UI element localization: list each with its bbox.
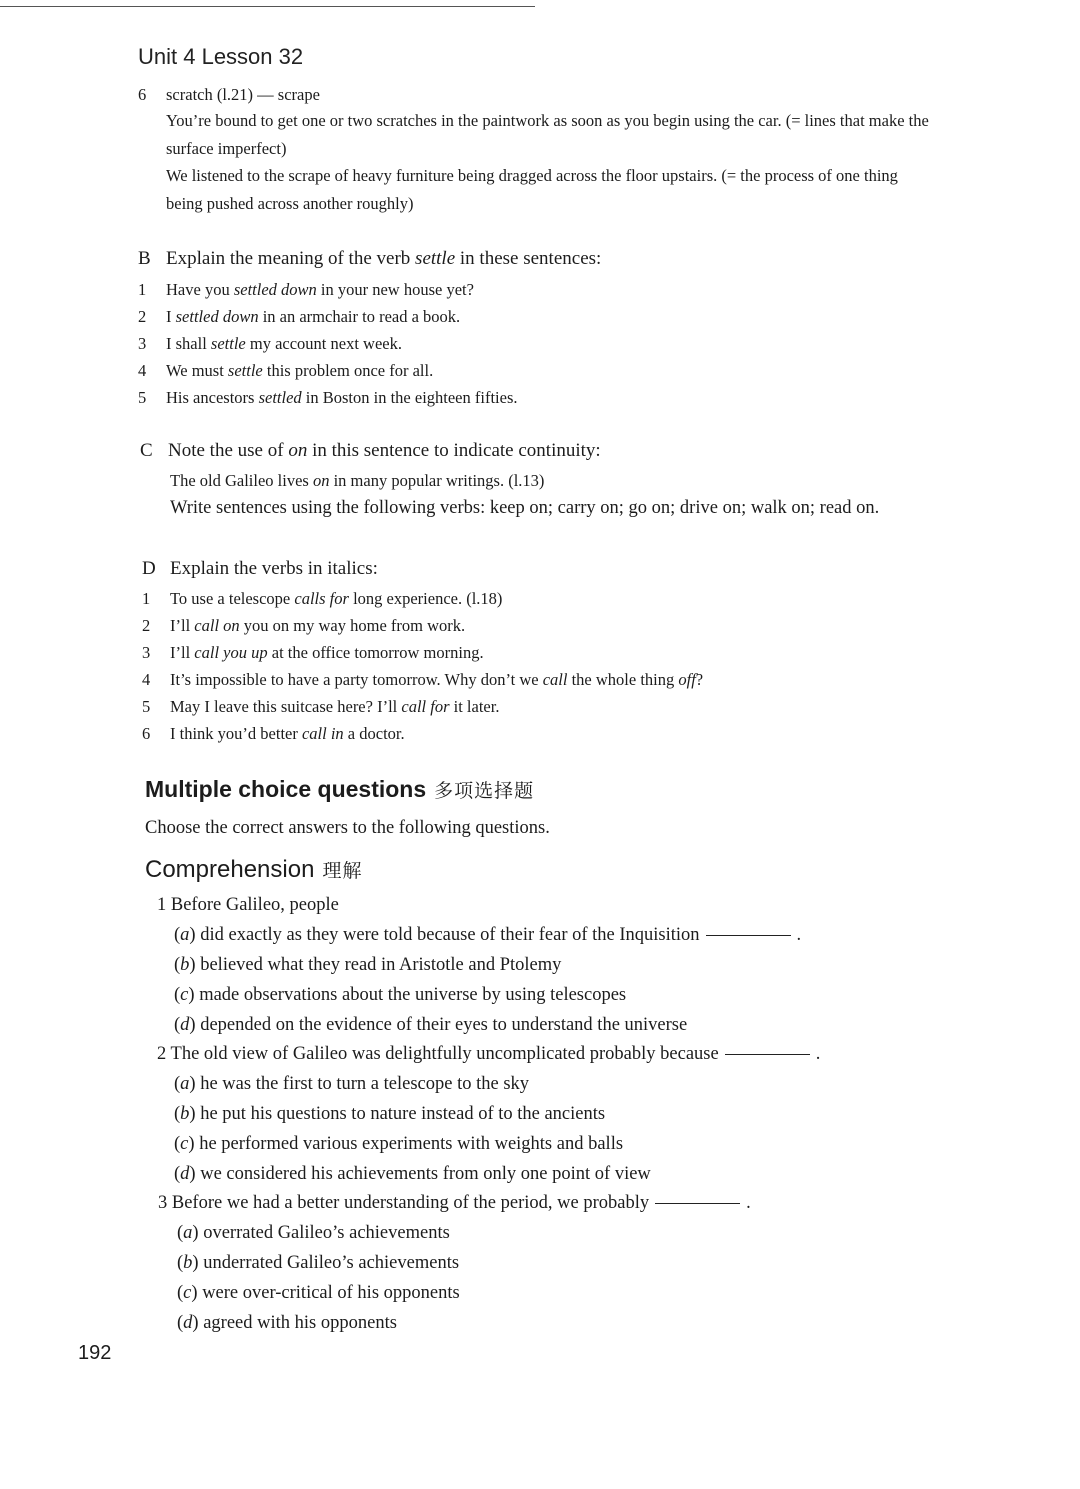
vocab-example-2a: We listened to the scrape of heavy furniture being dragged across the floor upstairs. (= the process of one thing xyxy=(166,166,898,185)
list-item: 3 I shall settle my account next week. xyxy=(138,334,402,353)
vocab-item-heading xyxy=(138,81,320,108)
answer-blank xyxy=(655,1202,740,1204)
answer-option: (d) agreed with his opponents xyxy=(177,1313,397,1333)
vocab-example-1a: You’re bound to get one or two scratches in the paintwork as soon as you begin using the car. (= lines that make the xyxy=(166,111,929,130)
section-c-heading xyxy=(140,440,601,462)
section-b-heading xyxy=(138,248,601,270)
section-d-prompt: Explain the verbs in italics: xyxy=(170,558,378,579)
answer-option: (a) overrated Galileo’s achievements xyxy=(177,1223,450,1243)
list-item: 2 I settled down in an armchair to read a book. xyxy=(138,307,461,326)
list-item: 1 To use a telescope calls for long experience. (l.18) xyxy=(142,589,503,608)
question-stem: 3 Before we had a better understanding of the period, we probably . xyxy=(158,1193,751,1213)
list-item: 4 We must settle this problem once for all. xyxy=(138,361,434,380)
section-c-prompt-end: in this sentence to indicate continuity: xyxy=(307,440,601,461)
section-b-prompt-end: in these sentences: xyxy=(455,248,602,269)
vocab-item-number: 6 xyxy=(138,85,147,104)
mcq-heading-text: Multiple choice questions xyxy=(145,776,427,802)
section-b-list xyxy=(138,276,518,411)
comprehension-heading xyxy=(145,856,362,884)
answer-option: (d) depended on the evidence of their eyes to understand the universe xyxy=(174,1015,688,1035)
section-c-keyword: on xyxy=(288,440,308,461)
page-number: 192 xyxy=(78,1342,112,1364)
comprehension-chinese: 理解 xyxy=(322,860,363,882)
answer-option: (c) he performed various experiments with weights and balls xyxy=(174,1134,624,1154)
question-2 xyxy=(157,1039,820,1189)
section-b-letter: B xyxy=(138,248,151,269)
answer-blank xyxy=(725,1053,810,1055)
section-d-heading xyxy=(142,558,378,580)
vocab-example-1b: surface imperfect) xyxy=(166,139,287,158)
mcq-heading xyxy=(145,776,534,803)
list-item: 5 His ancestors settled in Boston in the eighteen fifties. xyxy=(138,388,518,407)
answer-option: (a) he was the first to turn a telescope to the sky xyxy=(174,1074,530,1094)
list-item: 2 I’ll call on you on my way home from work. xyxy=(142,616,466,635)
unit-lesson-title: Unit 4 Lesson 32 xyxy=(138,44,304,69)
question-stem: 1 Before Galileo, people xyxy=(157,895,339,915)
vocab-example-2b: being pushed across another roughly) xyxy=(166,194,414,213)
answer-option: (a) did exactly as they were told because of their fear of the Inquisition . xyxy=(174,925,802,945)
comprehension-title: Comprehension xyxy=(145,856,315,883)
list-item: 5 May I leave this suitcase here? I’ll call for it later. xyxy=(142,697,500,716)
answer-option: (c) were over-critical of his opponents xyxy=(177,1283,460,1303)
answer-option: (c) made observations about the universe by using telescopes xyxy=(174,985,627,1005)
section-d-letter: D xyxy=(142,558,156,579)
mcq-heading-chinese: 多项选择题 xyxy=(434,780,535,802)
list-item: 1 Have you settled down in your new house yet? xyxy=(138,280,474,299)
section-c-letter: C xyxy=(140,440,153,461)
answer-blank xyxy=(706,934,791,936)
question-stem: 2 The old view of Galileo was delightfully uncomplicated probably because . xyxy=(157,1044,821,1064)
list-item: 4 It’s impossible to have a party tomorrow. Why don’t we call the whole thing off? xyxy=(142,670,704,689)
question-1 xyxy=(157,890,801,1040)
question-3 xyxy=(158,1188,751,1338)
vocab-item-words: scratch (l.21) — scrape xyxy=(166,85,320,104)
section-c-task: Write sentences using the following verbs: keep on; carry on; go on; drive on; walk on; read on. xyxy=(170,498,880,518)
answer-option: (b) underrated Galileo’s achievements xyxy=(177,1253,460,1273)
mcq-instruction: Choose the correct answers to the following questions. xyxy=(145,818,550,838)
section-d-list xyxy=(142,585,703,747)
section-b-keyword: settle xyxy=(415,248,456,269)
section-b-prompt: Explain the meaning of the verb xyxy=(166,248,416,269)
list-item: 3 I’ll call you up at the office tomorrow morning. xyxy=(142,643,484,662)
answer-option: (d) we considered his achievements from only one point of view xyxy=(174,1164,651,1184)
answer-option: (b) he put his questions to nature instead of to the ancients xyxy=(174,1104,606,1124)
list-item: 6 I think you’d better call in a doctor. xyxy=(142,724,405,743)
section-c-example: The old Galileo lives on in many popular writings. (l.13) xyxy=(170,471,545,490)
section-c-prompt: Note the use of xyxy=(168,440,289,461)
answer-option: (b) believed what they read in Aristotle and Ptolemy xyxy=(174,955,562,975)
